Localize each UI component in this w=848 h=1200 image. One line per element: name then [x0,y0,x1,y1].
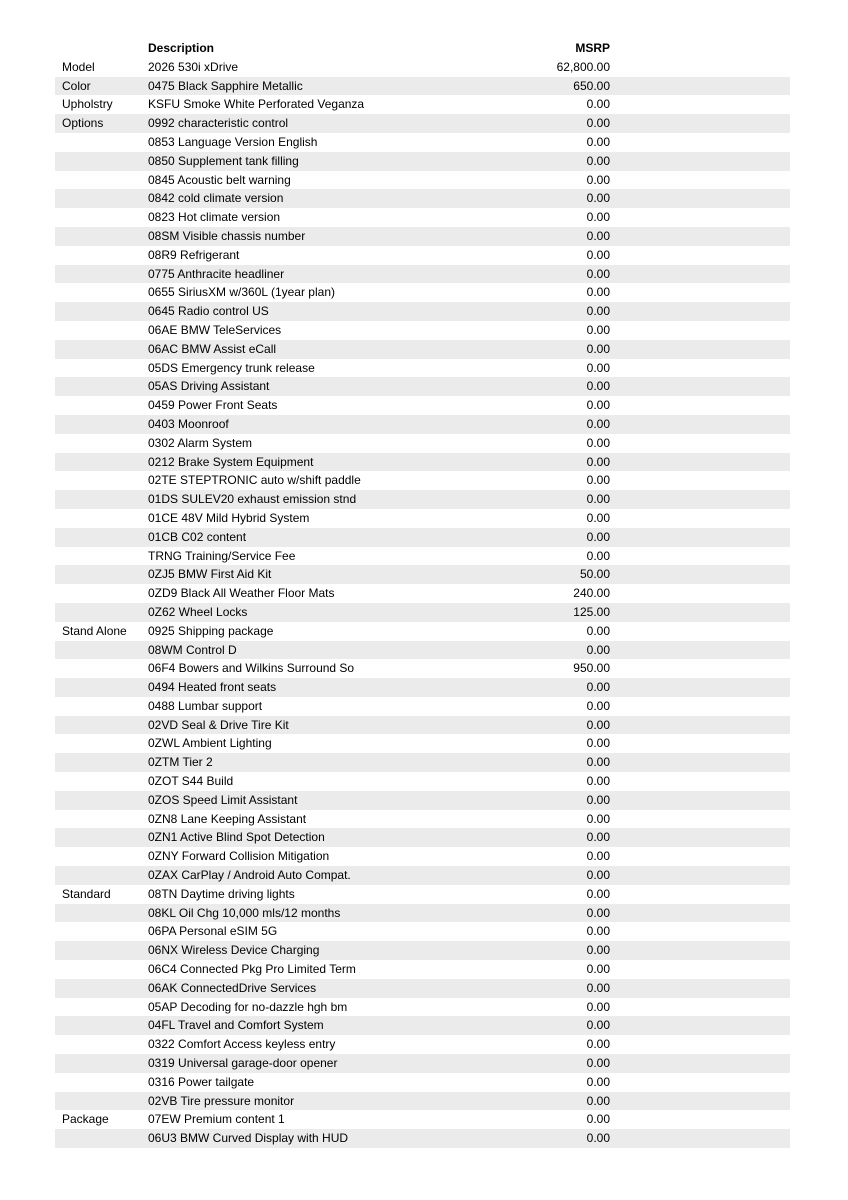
table-row [55,133,790,152]
row-description: 04FL Travel and Comfort System [148,1018,324,1033]
table-row [55,171,790,190]
table-row [55,1054,790,1073]
row-msrp: 0.00 [586,623,610,638]
row-category [55,321,148,340]
row-msrp: 0.00 [586,492,610,507]
row-msrp: 0.00 [586,1018,610,1033]
table-row [55,58,790,77]
table-row [55,547,790,566]
table-row [55,359,790,378]
row-right-spacer [610,565,790,584]
row-msrp: 0.00 [586,416,610,431]
row-description: 08SM Visible chassis number [148,228,306,243]
row-msrp: 0.00 [586,680,610,695]
row-right-spacer [610,979,790,998]
table-row [55,77,790,96]
table-row [55,941,790,960]
table-row [55,453,790,472]
row-category: Upholstry [62,97,113,112]
row-msrp: 0.00 [586,228,610,243]
row-category [55,998,148,1017]
row-category [55,1016,148,1035]
row-description: 06F4 Bowers and Wilkins Surround So [148,661,355,676]
row-right-spacer [610,283,790,302]
row-category [55,340,148,359]
table-row [55,95,790,114]
row-right-spacer [610,95,790,114]
row-right-spacer [610,847,790,866]
table-row [55,340,790,359]
row-description: 0ZOS Speed Limit Assistant [148,792,298,807]
row-description: 0ZAX CarPlay / Android Auto Compat. [148,868,351,883]
row-right-spacer [610,490,790,509]
table-row [55,772,790,791]
row-category [55,359,148,378]
row-right-spacer [610,584,790,603]
row-description: 02TE STEPTRONIC auto w/shift paddle [148,473,361,488]
table-row [55,904,790,923]
row-description: 01DS SULEV20 exhaust emission stnd [148,492,357,507]
row-msrp: 0.00 [586,717,610,732]
row-msrp: 0.00 [586,962,610,977]
table-row [55,1129,790,1148]
row-category [55,471,148,490]
row-category [55,866,148,885]
table-row [55,622,790,641]
row-category [55,377,148,396]
row-description: 0488 Lumbar support [148,698,263,713]
row-right-spacer [610,453,790,472]
row-category [55,1073,148,1092]
table-row [55,283,790,302]
row-msrp: 0.00 [586,642,610,657]
table-row [55,734,790,753]
row-msrp: 0.00 [586,473,610,488]
row-right-spacer [610,547,790,566]
row-category [55,791,148,810]
table-row [55,641,790,660]
row-category [55,697,148,716]
row-category [55,941,148,960]
row-msrp: 0.00 [586,322,610,337]
row-msrp: 0.00 [586,811,610,826]
row-msrp: 0.00 [586,153,610,168]
row-right-spacer [610,171,790,190]
table-row [55,885,790,904]
row-msrp: 0.00 [586,774,610,789]
row-description: 06NX Wireless Device Charging [148,943,320,958]
row-right-spacer [610,359,790,378]
row-description: 05DS Emergency trunk release [148,360,315,375]
row-category [55,603,148,622]
row-category [55,716,148,735]
row-description: 0ZN1 Active Blind Spot Detection [148,830,325,845]
row-right-spacer [610,678,790,697]
row-msrp: 125.00 [573,604,610,619]
row-msrp: 0.00 [586,191,610,206]
row-right-spacer [610,1092,790,1111]
table-row [55,509,790,528]
row-msrp: 0.00 [586,454,610,469]
row-right-spacer [610,340,790,359]
table-row [55,302,790,321]
row-right-spacer [610,866,790,885]
row-category [55,659,148,678]
row-description: TRNG Training/Service Fee [148,548,296,563]
row-description: 08TN Daytime driving lights [148,886,295,901]
table-row [55,791,790,810]
row-category: Stand Alone [62,623,127,638]
row-msrp: 0.00 [586,905,610,920]
table-row [55,227,790,246]
row-right-spacer [610,396,790,415]
row-right-spacer [610,1016,790,1035]
row-msrp: 0.00 [586,97,610,112]
row-description: 06AE BMW TeleServices [148,322,282,337]
row-category [55,1129,148,1148]
table-row [55,321,790,340]
row-description: 0Z62 Wheel Locks [148,604,248,619]
table-row [55,434,790,453]
row-msrp: 0.00 [586,285,610,300]
row-msrp: 0.00 [586,210,610,225]
row-msrp: 0.00 [586,1093,610,1108]
row-category [55,434,148,453]
row-msrp: 0.00 [586,1112,610,1127]
row-category [55,133,148,152]
row-msrp: 0.00 [586,341,610,356]
table-row [55,603,790,622]
row-right-spacer [610,941,790,960]
row-category [55,960,148,979]
row-right-spacer [610,152,790,171]
row-category [55,772,148,791]
row-description: 0645 Radio control US [148,304,269,319]
row-msrp: 0.00 [586,698,610,713]
table-row [55,396,790,415]
row-msrp: 0.00 [586,172,610,187]
row-description: 0853 Language Version English [148,134,318,149]
row-description: 0ZTM Tier 2 [148,755,213,770]
table-row [55,189,790,208]
row-description: 0403 Moonroof [148,416,229,431]
row-right-spacer [610,697,790,716]
row-category [55,565,148,584]
row-right-spacer [610,1054,790,1073]
row-description: 06PA Personal eSIM 5G [148,924,278,939]
row-category [55,265,148,284]
row-right-spacer [610,753,790,772]
table-row [55,584,790,603]
row-category [55,1054,148,1073]
row-category: Standard [62,886,111,901]
row-description: 07EW Premium content 1 [148,1112,285,1127]
row-description: 06C4 Connected Pkg Pro Limited Term [148,962,356,977]
row-msrp: 0.00 [586,435,610,450]
msrp-header: MSRP [575,41,610,55]
table-row [55,1035,790,1054]
row-msrp: 62,800.00 [556,59,610,74]
row-description: 0494 Heated front seats [148,680,277,695]
row-description: 0316 Power tailgate [148,1074,255,1089]
row-right-spacer [610,791,790,810]
table-row [55,847,790,866]
row-right-spacer [610,227,790,246]
row-description: 0ZWL Ambient Lighting [148,736,272,751]
row-right-spacer [610,716,790,735]
row-right-spacer [610,246,790,265]
row-category [55,810,148,829]
row-msrp: 0.00 [586,304,610,319]
table-row [55,490,790,509]
row-msrp: 0.00 [586,924,610,939]
table-row [55,716,790,735]
row-msrp: 0.00 [586,830,610,845]
row-category [55,584,148,603]
row-right-spacer [610,471,790,490]
row-msrp: 0.00 [586,134,610,149]
table-row [55,697,790,716]
row-description: 0322 Comfort Access keyless entry [148,1037,336,1052]
row-description: 0925 Shipping package [148,623,274,638]
table-row [55,810,790,829]
row-description: 08R9 Refrigerant [148,247,240,262]
row-category: Model [62,59,95,74]
row-msrp: 0.00 [586,980,610,995]
table-row [55,208,790,227]
row-msrp: 950.00 [573,661,610,676]
row-right-spacer [610,1110,790,1129]
row-category [55,1035,148,1054]
row-msrp: 0.00 [586,266,610,281]
row-category [55,979,148,998]
row-category [55,152,148,171]
row-category [55,509,148,528]
row-category: Color [62,78,91,93]
table-row [55,471,790,490]
row-category [55,922,148,941]
table-row [55,265,790,284]
row-category [55,1092,148,1111]
row-description: 01CB C02 content [148,529,247,544]
row-category [55,189,148,208]
row-description: KSFU Smoke White Perforated Veganza [148,97,365,112]
row-description: 2026 530i xDrive [148,59,239,74]
row-msrp: 0.00 [586,510,610,525]
row-right-spacer [610,1035,790,1054]
row-right-spacer [610,415,790,434]
row-msrp: 0.00 [586,999,610,1014]
row-right-spacer [610,603,790,622]
row-description: 0ZNY Forward Collision Mitigation [148,849,330,864]
row-msrp: 0.00 [586,1056,610,1071]
table-row [55,152,790,171]
row-right-spacer [610,321,790,340]
row-msrp: 0.00 [586,755,610,770]
row-category [55,847,148,866]
row-right-spacer [610,133,790,152]
row-msrp: 0.00 [586,943,610,958]
table-row [55,828,790,847]
row-category [55,208,148,227]
row-right-spacer [610,114,790,133]
table-row [55,922,790,941]
row-right-spacer [610,509,790,528]
row-right-spacer [610,434,790,453]
row-right-spacer [610,659,790,678]
row-description: 08WM Control D [148,642,237,657]
row-right-spacer [610,189,790,208]
row-category: Package [62,1112,109,1127]
row-right-spacer [610,885,790,904]
row-category [55,415,148,434]
row-description: 0850 Supplement tank filling [148,153,299,168]
row-msrp: 240.00 [573,586,610,601]
row-msrp: 0.00 [586,360,610,375]
row-description: 0842 cold climate version [148,191,284,206]
row-category [55,227,148,246]
row-description: 06U3 BMW Curved Display with HUD [148,1131,349,1146]
row-category [55,246,148,265]
row-msrp: 0.00 [586,792,610,807]
row-right-spacer [610,302,790,321]
row-description: 0775 Anthracite headliner [148,266,285,281]
row-category [55,528,148,547]
table-row [55,415,790,434]
row-description: 0655 SiriusXM w/360L (1year plan) [148,285,335,300]
row-category [55,904,148,923]
row-right-spacer [610,641,790,660]
table-header-row [55,39,790,58]
row-msrp: 0.00 [586,247,610,262]
options-table-body [55,58,790,1148]
row-description: 0823 Hot climate version [148,210,281,225]
row-description: 01CE 48V Mild Hybrid System [148,510,310,525]
table-row [55,753,790,772]
row-right-spacer [610,904,790,923]
row-category [55,171,148,190]
row-msrp: 0.00 [586,116,610,131]
table-row [55,1110,790,1129]
row-right-spacer [610,810,790,829]
row-description: 0ZD9 Black All Weather Floor Mats [148,586,335,601]
row-description: 0319 Universal garage-door opener [148,1056,338,1071]
table-row [55,1073,790,1092]
row-msrp: 0.00 [586,849,610,864]
row-right-spacer [610,772,790,791]
row-right-spacer [610,58,790,77]
row-category [55,678,148,697]
row-right-spacer [610,265,790,284]
row-right-spacer [610,998,790,1017]
row-right-spacer [610,922,790,941]
row-description: 05AP Decoding for no-dazzle hgh bm [148,999,348,1014]
table-row [55,1016,790,1035]
row-msrp: 50.00 [579,567,610,582]
row-description: 0845 Acoustic belt warning [148,172,291,187]
row-category [55,734,148,753]
row-description: 06AK ConnectedDrive Services [148,980,317,995]
row-right-spacer [610,377,790,396]
row-category [55,490,148,509]
row-description: 0992 characteristic control [148,116,289,131]
row-msrp: 0.00 [586,736,610,751]
row-category [55,453,148,472]
category-header-spacer [55,39,148,58]
table-row [55,114,790,133]
row-description: 05AS Driving Assistant [148,379,270,394]
row-msrp: 0.00 [586,398,610,413]
table-row [55,866,790,885]
row-right-spacer [610,1073,790,1092]
row-category [55,283,148,302]
row-right-spacer [610,1129,790,1148]
row-description: 0302 Alarm System [148,435,253,450]
row-description: 06AC BMW Assist eCall [148,341,277,356]
table-row [55,565,790,584]
row-msrp: 650.00 [573,78,610,93]
row-description: 0ZOT S44 Build [148,774,234,789]
row-msrp: 0.00 [586,1131,610,1146]
row-msrp: 0.00 [586,548,610,563]
row-right-spacer [610,77,790,96]
row-description: 02VB Tire pressure monitor [148,1093,295,1108]
table-row [55,659,790,678]
table-row [55,377,790,396]
row-right-spacer [610,528,790,547]
row-description: 0ZJ5 BMW First Aid Kit [148,567,272,582]
table-row [55,1092,790,1111]
row-category [55,641,148,660]
row-description: 02VD Seal & Drive Tire Kit [148,717,289,732]
row-msrp: 0.00 [586,886,610,901]
row-category: Options [62,116,104,131]
table-row [55,678,790,697]
row-description: 0212 Brake System Equipment [148,454,314,469]
description-header: Description [148,41,215,55]
row-right-spacer [610,208,790,227]
row-msrp: 0.00 [586,868,610,883]
row-right-spacer [610,734,790,753]
row-msrp: 0.00 [586,1074,610,1089]
row-msrp: 0.00 [586,529,610,544]
table-row [55,979,790,998]
row-description: 0459 Power Front Seats [148,398,278,413]
row-category [55,302,148,321]
row-category [55,547,148,566]
row-category [55,753,148,772]
table-row [55,960,790,979]
row-description: 0ZN8 Lane Keeping Assistant [148,811,307,826]
row-category [55,828,148,847]
row-msrp: 0.00 [586,1037,610,1052]
table-row [55,528,790,547]
table-row [55,246,790,265]
table-row [55,998,790,1017]
row-description: 08KL Oil Chg 10,000 mls/12 months [148,905,341,920]
header-right-spacer [610,39,790,58]
row-right-spacer [610,828,790,847]
row-right-spacer [610,622,790,641]
row-right-spacer [610,960,790,979]
row-category [55,396,148,415]
row-description: 0475 Black Sapphire Metallic [148,78,303,93]
row-msrp: 0.00 [586,379,610,394]
